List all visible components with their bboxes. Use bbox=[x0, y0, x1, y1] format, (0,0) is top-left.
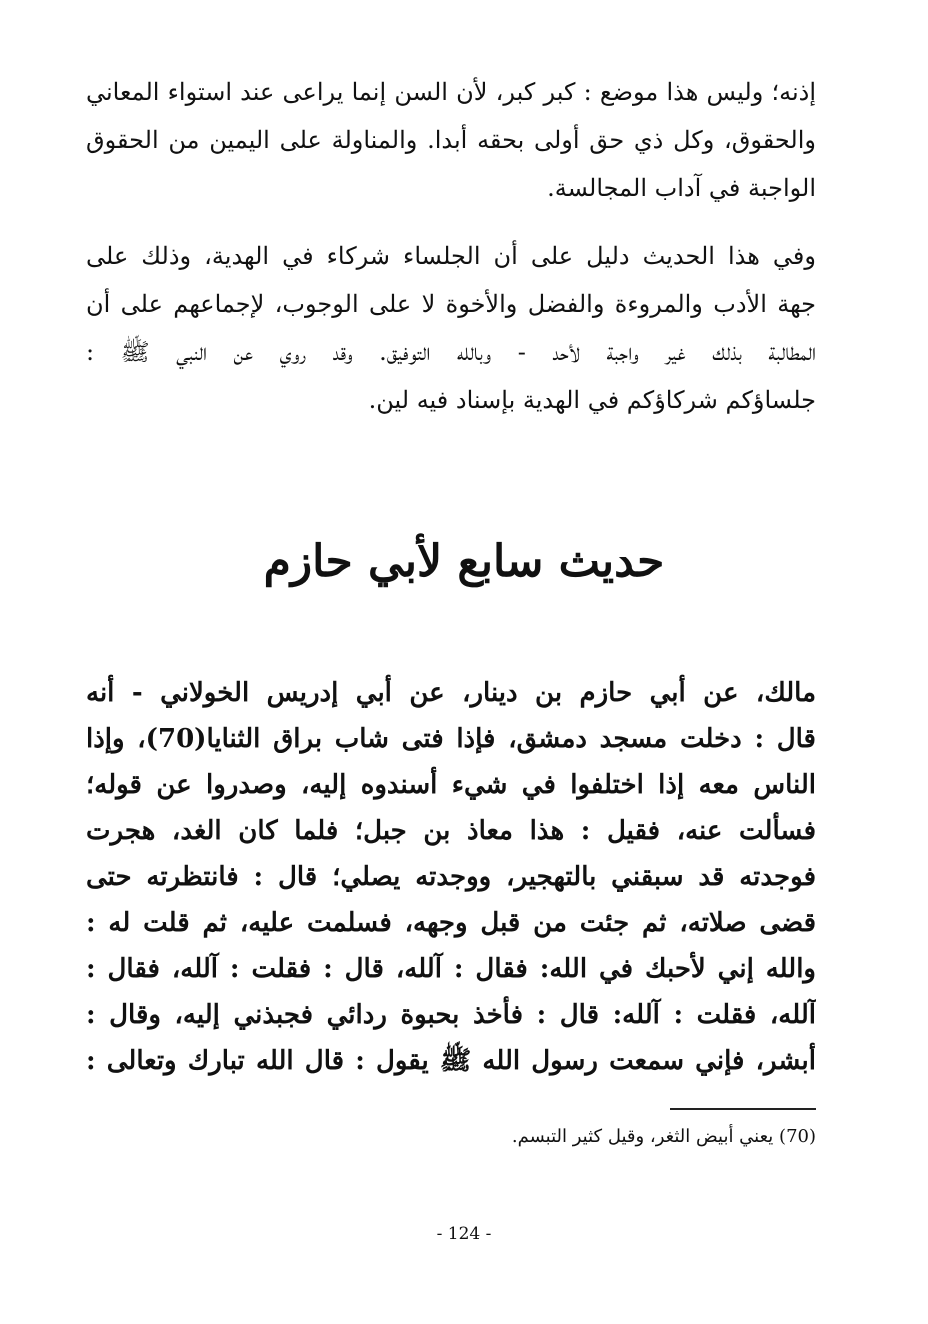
text-line: وفي هذا الحديث دليل على أن الجلساء شركاء في الهدية، وذلك على bbox=[86, 242, 816, 270]
text-line: فسألت عنه، فقيل : هذا معاذ بن جبل؛ فلما كان الغد، هجرت bbox=[86, 816, 816, 846]
text-line: قضى صلاته، ثم جئت من قبل وجهه، فسلمت عليه، ثم قلت له : bbox=[86, 908, 816, 938]
footnote: (70) يعني أبيض الثغر، وقيل كثير التبسم. bbox=[511, 1126, 816, 1147]
text-line: والله إني لأحبك في الله: فقال : آلله، قال : فقلت : آلله، فقال : bbox=[86, 954, 816, 984]
text-line: الناس معه إذا اختلفوا في شيء أسندوه إليه، وصدروا عن قوله؛ bbox=[86, 770, 816, 800]
page-number: - 124 - bbox=[436, 1224, 492, 1244]
paragraph-1 bbox=[86, 68, 816, 212]
section-heading: حديث سابع لأبي حازم bbox=[263, 536, 665, 587]
text-line: الواجبة في آداب المجالسة. bbox=[547, 174, 816, 202]
text-line: جهة الأدب والمروءة والفضل والأخوة لا على الوجوب، لإجماعهم على أن bbox=[86, 290, 816, 318]
text-line: والحقوق، وكل ذي حق أولى بحقه أبدا. والمناولة على اليمين من الحقوق bbox=[86, 126, 816, 154]
footnote-divider bbox=[670, 1108, 816, 1110]
text-line: آلله، فقلت : آلله: قال : فأخذ بحبوة ردائي فجبذني إليه، وقال : bbox=[86, 1000, 816, 1030]
text-line: المطالبة بذلك غير واجبة لأحد - وبالله التوفيق. وقد روي عن النبي ﷺ : bbox=[86, 338, 816, 366]
text-line: جلساؤكم شركاؤكم في الهدية بإسناد فيه لين. bbox=[368, 386, 816, 414]
hadith-text bbox=[86, 670, 816, 1084]
text-line: فوجدته قد سبقني بالتهجير، ووجدته يصلي؛ قال : فانتظرته حتى bbox=[86, 862, 816, 892]
paragraph-2 bbox=[86, 232, 816, 424]
text-line: قال : دخلت مسجد دمشق، فإذا فتى شاب براق الثنايا(70)، وإذا bbox=[86, 724, 816, 754]
text-line: أبشر، فإني سمعت رسول الله ﷺ يقول : قال الله تبارك وتعالى : bbox=[86, 1046, 816, 1076]
text-line: مالك، عن أبي حازم بن دينار، عن أبي إدريس الخولاني - أنه bbox=[86, 678, 816, 708]
text-line: إذنه؛ وليس هذا موضع : كبر كبر، لأن السن إنما يراعى عند استواء المعاني bbox=[86, 78, 816, 106]
